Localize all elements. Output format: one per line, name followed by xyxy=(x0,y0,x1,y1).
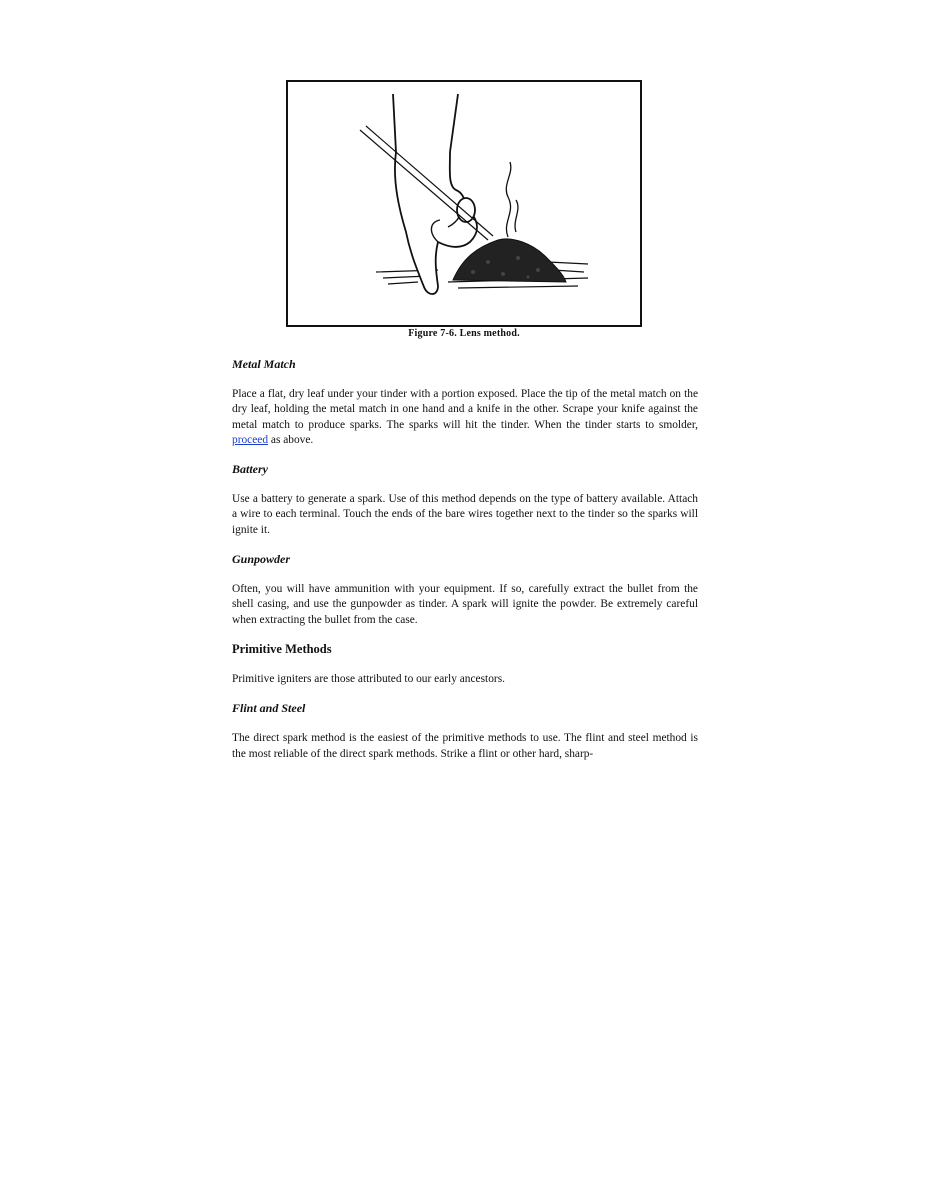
lens-method-illustration xyxy=(288,82,640,325)
heading-gunpowder: Gunpowder xyxy=(232,552,291,567)
paragraph-battery: Use a battery to generate a spark. Use of this method depends on the type of battery available. Attach a wire to each terminal. Touch the ends of the bare wires together next to the tinder so the sparks will ignite it. xyxy=(232,493,698,536)
metal-match-text-end: as above. xyxy=(268,433,314,446)
paragraph-flint-and-steel: The direct spark method is the easiest of the primitive methods to use. The flint and steel method is the most reliable of the direct spark methods. Strike a flint or other hard, sharp- xyxy=(232,732,698,760)
document-body xyxy=(232,357,698,776)
proceed-link[interactable]: proceed xyxy=(232,433,269,446)
paragraph-primitive-methods: Primitive igniters are those attributed to our early ancestors. xyxy=(232,672,505,685)
paragraph-gunpowder: Often, you will have ammunition with your equipment. If so, carefully extract the bullet from the shell casing, and use the gunpowder as tinder. A spark will ignite the powder. Be extremely careful when extracting the bullet from the case. xyxy=(232,583,698,626)
smoke-wisps xyxy=(506,162,518,237)
tinder-pile xyxy=(453,239,566,282)
metal-match-text-start: Place a flat, dry leaf under your tinder with a portion exposed. Place the tip of the metal match on the dry leaf, holding the metal match in one hand and a knife in the other. Scrape your knife against the metal match to produce sparks. The sparks will hit the tinder. When the tinder starts to smolder, xyxy=(232,388,698,431)
heading-flint-and-steel: Flint and Steel xyxy=(232,701,306,716)
sleeve xyxy=(393,94,458,152)
figure-caption: Figure 7-6. Lens method. xyxy=(408,328,520,339)
heading-metal-match: Metal Match xyxy=(232,357,296,371)
heading-primitive-methods: Primitive Methods xyxy=(232,641,332,656)
heading-battery: Battery xyxy=(232,462,268,477)
figure-lens-method xyxy=(286,80,642,327)
paragraph-metal-match xyxy=(232,387,698,448)
